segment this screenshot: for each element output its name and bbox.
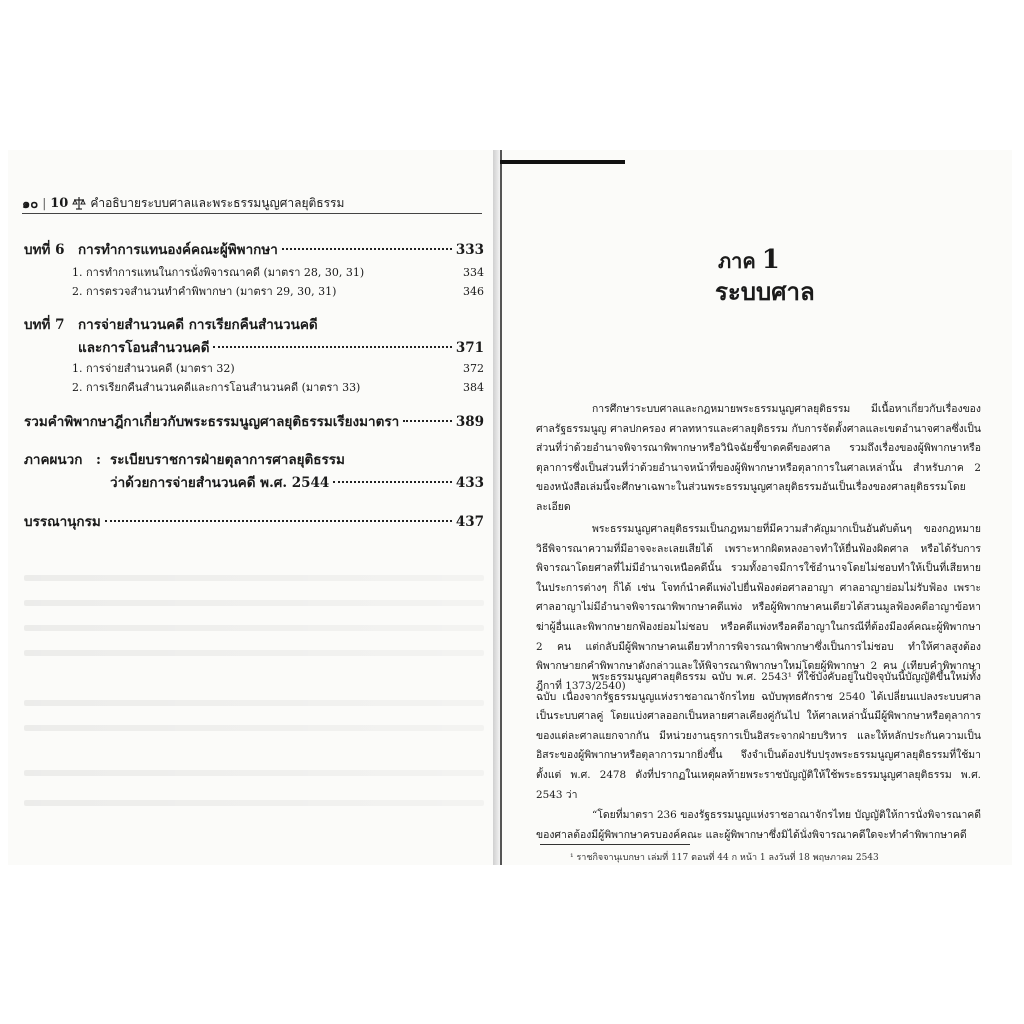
section-title: 1. การทำการแทนในการนั่งพิจารณาคดี (มาตรา 28, 30, 31) [72,266,365,279]
paragraph-3: พระธรรมนูญศาลยุติธรรม ฉบับ พ.ศ. 2543¹ ที่ใช้บังคับอยู่ในปัจจุบันนี้บัญญัติขึ้นใหม่ทั้งฉบับ เนื่องจากรัฐธรรมนูญแห่งราชอาณาจักรไทย ฉบับพุทธศักราช 2540 ได้เปลี่ยนแปลงระบบศาลเป็นระบบศาลคู่ โดยแบ่งศาลออกเป็นหลายศาลเคียงคู่กันไป ให้ศาลเหล่านั้นมีผู้พิพากษาหรือตุลาการของแต่ละศาลแยกจากกัน มีหน่วยงานธุรการเป็นอิสระจากฝ่ายบริหาร และให้หลักประกันความเป็นอิสระของผู้พิพากษาหรือตุลาการมากยิ่งขึ้น จึงจำเป็นต้องปรับปรุงพระธรรมนูญศาลยุติธรรมที่ใช้มาตั้งแต่ พ.ศ. 2478 ดังที่ปรากฏในเหตุผลท้ายพระราชบัญญัติให้ใช้พระธรรมนูญศาลยุติธรรม พ.ศ. 2543 ว่า [536,671,981,801]
page-edge-mark [500,160,625,164]
part-label: ภาค [718,249,756,273]
toc-compilation [24,410,484,430]
paragraph-4: “โดยที่มาตรา 236 ของรัฐธรรมนูญแห่งราชอาณาจักรไทย บัญญัติให้การนั่งพิจารณาคดีของศาลต้องมีผู้พิพากษาครบองค์คณะ และผู้พิพากษาซึ่งมิได้นั่งพิจารณาคดีใดจะทำคำพิพากษาคดี [536,809,981,841]
appendix-colon: : [96,452,101,468]
appendix-title: ระเบียบราชการฝ่ายตุลาการศาลยุติธรรม [110,452,345,468]
bleed-through-line [24,625,484,631]
page-number-thai: ๑๐ [22,196,39,212]
chapter-page: 333 [455,242,484,258]
page-number: 10 [50,195,69,211]
toc-section [72,263,484,281]
chapter-number: บทที่ 7 [24,317,65,333]
bleed-through-line [24,575,484,581]
section-title: 2. การตรวจสำนวนทำคำพิพากษา (มาตรา 29, 30, 31) [72,285,337,298]
chapter-page: 371 [455,340,484,356]
chapter-title-continued: และการโอนสำนวนคดี [78,340,210,356]
toc-bibliography [24,510,484,530]
running-header [22,193,482,214]
compilation-page: 389 [455,414,484,430]
bleed-through-line [24,650,484,656]
bleed-through-line [24,770,484,776]
bleed-through-line [24,700,484,706]
bibliography-title: บรรณานุกรม [24,514,101,530]
section-page: 346 [463,285,484,298]
section-title: 1. การจ่ายสำนวนคดี (มาตรา 32) [72,362,235,375]
toc-section [72,378,484,396]
section-title: 2. การเรียกคืนสำนวนคดีและการโอนสำนวนคดี (มาตรา 33) [72,381,361,394]
dot-leader [333,481,451,483]
paragraph-1: การศึกษาระบบศาลและกฎหมายพระธรรมนูญศาลยุติธรรม มีเนื้อหาเกี่ยวกับเรื่องของศาลรัฐธรรมนูญ ศาลปกครอง ศาลทหารและศาลยุติธรรม กับการจัดตั้งศาลและเขตอำนาจศาลซึ่งเป็นส่วนที่ว่าด้วยอำนาจพิจารณาพิพากษาหรือวินิจฉัยชี้ขาดคดีของศาล รวมถึงเรื่องของผู้พิพากษาหรือตุลาการซึ่งเป็นส่วนที่ว่าด้วยอำนาจหน้าที่ของผู้พิพากษาหรือตุลาการในศาลเหล่านั้น สำหรับภาค 2 ของหนังสือเล่มนี้จะศึกษาเฉพาะในส่วนพระธรรมนูญศาลยุติธรรมอันเป็นเรื่องของศาลยุติธรรมโดยละเอียด [536,403,981,513]
dot-leader [105,520,452,522]
running-title: คำอธิบายระบบศาลและพระธรรมนูญศาลยุติธรรม [90,195,345,210]
body-paragraph [536,668,981,805]
toc-section [72,359,484,377]
dot-leader [213,346,451,348]
bleed-through-line [24,800,484,806]
chapter-title: การจ่ายสำนวนคดี การเรียกคืนสำนวนคดี [78,317,318,333]
toc-appendix [24,448,484,468]
toc-appendix-continued [110,471,484,491]
toc-chapter-7 [24,313,484,333]
appendix-page: 433 [455,475,484,491]
book-gutter [493,150,500,865]
toc-section [72,282,484,300]
body-paragraph [536,400,981,518]
paragraph-2: พระธรรมนูญศาลยุติธรรมเป็นกฎหมายที่มีความสำคัญมากเป็นอันดับต้นๆ ของกฎหมายวิธีพิจารณาความที่มีอาจจะละเลยเสียได้ เพราะหากผิดหลงอาจทำให้ยื่นฟ้องผิดศาล หรือได้รับการพิจารณาโดยศาลที่ไม่มีอำนาจเหนือคดีนั้น รวมทั้งอาจมีการใช้อำนาจโดยไม่ชอบทำให้เป็นที่เสียหายในประการต่างๆ ก็ได้ เช่น โจทก์นำคดีแพ่งไปยื่นฟ้องต่อศาลอาญา ศาลอาญาย่อมไม่รับฟ้อง เพราะศาลอาญาไม่มีอำนาจพิจารณาพิพากษาคดีแพ่ง หรือผู้พิพากษาคนเดียวได้สวนมูลฟ้องคดีอาญาข้อหาฆ่าผู้อื่นและพิพากษายกฟ้องย่อมไม่ชอบ หรือคดีแพ่งหรือคดีอาญาในกรณีที่ต้องมีองค์คณะผู้พิพากษา 2 คน แต่กลับมีผู้พิพากษาคนเดียวทำการพิจารณาพิพากษาซึ่งเป็นการไม่ชอบ ทำให้ศาลสูงต้องพิพากษายกคำพิพากษาดังกล่าวและให้พิจารณาพิพากษาใหม่โดยผู้พิพากษา 2 คน (เทียบคำพิพากษาฎีกาที่ 1373/2540) [536,523,981,692]
bleed-through-line [24,600,484,606]
dot-leader [403,420,452,422]
section-page: 384 [463,381,484,394]
section-page: 372 [463,362,484,375]
chapter-title: การทำการแทนองค์คณะผู้พิพากษา [78,242,278,258]
chapter-number: บทที่ 6 [24,242,65,258]
scales-of-justice-icon [72,196,86,210]
bibliography-page: 437 [455,514,484,530]
toc-chapter-6 [24,238,484,258]
toc-chapter-7-continued [78,336,484,356]
footnote-rule [540,844,690,845]
dot-leader [282,248,452,250]
appendix-title-continued: ว่าด้วยการจ่ายสำนวนคดี พ.ศ. 2544 [110,475,330,491]
compilation-title: รวมคำพิพากษาฎีกาเกี่ยวกับพระธรรมนูญศาลยุติธรรมเรียงมาตรา [24,414,400,430]
part-number: 1 [761,245,780,275]
section-page: 334 [463,266,484,279]
bleed-through-line [24,725,484,731]
appendix-label: ภาคผนวก [24,452,83,468]
body-paragraph [536,806,981,845]
header-separator: | [42,196,47,210]
footnote: ¹ ราชกิจจานุเบกษา เล่มที่ 117 ตอนที่ 44 ก หน้า 1 ลงวันที่ 18 พฤษภาคม 2543 [570,853,879,863]
part-title: ระบบศาล [715,277,815,306]
